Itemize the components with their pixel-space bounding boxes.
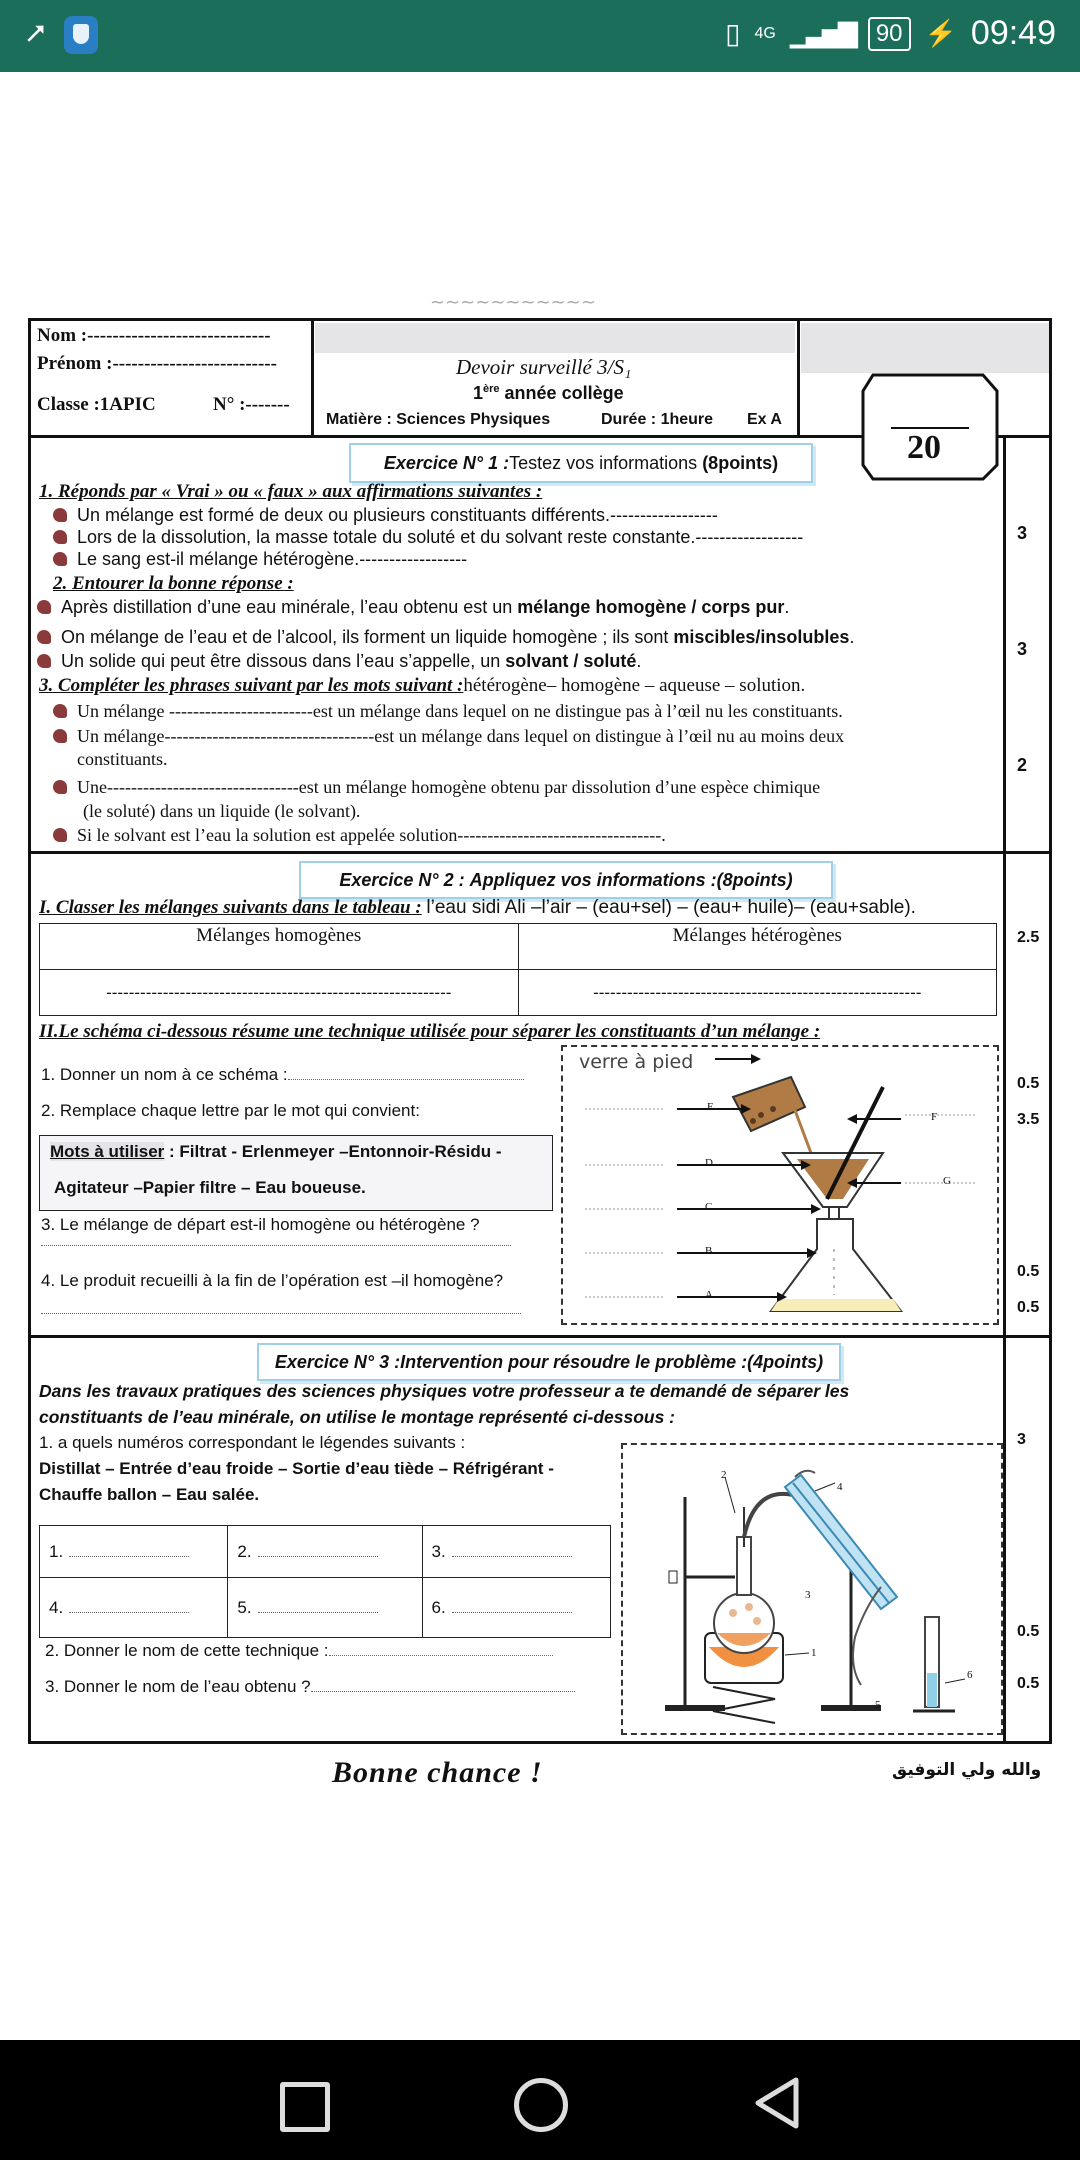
back-icon[interactable] [752,2076,802,2130]
exam-sheet [28,318,1052,1744]
grid-cell[interactable]: 5. [228,1578,422,1638]
ex1-q1-title: 1. Réponds par « Vrai » ou « faux » aux affirmations suivantes : [39,481,543,502]
status-bar [0,0,1080,72]
answer-line[interactable] [41,1243,511,1246]
ex2-q1: 1. Donner un nom à ce schéma : [41,1065,524,1085]
table-header: Mélanges hétérogènes [518,924,997,970]
diagram-number: 4 [837,1481,843,1493]
diagram-number: 1 [811,1647,817,1659]
ex3-answer-grid [39,1525,611,1638]
grid-cell[interactable]: 6. [422,1578,610,1638]
ex1-score: 3 [1017,639,1028,659]
faint-header-scribble: ~~~~~~~~~~~ [430,292,596,313]
grid-cell[interactable]: 2. [228,1526,422,1578]
ex1-q1-item: Lors de la dissolution, la masse totale du soluté et du solvant reste constante.------------------ [53,527,803,548]
ex2-q3: 3. Le mélange de départ est-il homogène ou hétérogène ? [41,1215,480,1234]
prenom-field: Prénom :-------------------------- [37,353,277,374]
bullet-icon [37,654,51,668]
ex2-word-bank: Mots à utiliser : Filtrat - Erlenmeyer –Entonnoir-Résidu - Agitateur –Papier filtre – Eau boueuse. [39,1135,553,1211]
diagram-letter: D [705,1157,713,1169]
bullet-icon [37,600,51,614]
grid-cell[interactable]: 4. [40,1578,228,1638]
ex1-score: 2 [1017,755,1028,775]
bullet-icon [53,508,67,522]
ex1-q3-item: constituants. [77,749,168,769]
diagram-number: 3 [805,1589,811,1601]
diagram-letter: A [705,1289,713,1301]
header-grey-corner [801,323,1049,373]
charging-icon: ⚡ [924,18,957,48]
recent-apps-icon[interactable] [280,2082,330,2132]
ex2-classification-table [39,923,997,1016]
answer-line[interactable] [41,1311,521,1314]
ex1-q2-title: 2. Entourer la bonne réponse : [53,573,294,594]
numero-field: N° :------- [213,394,290,415]
navigation-bar [0,2040,1080,2160]
diagram-letter: G [943,1175,951,1187]
ex2-score: 0.5 [1017,1075,1040,1092]
exam-title: Devoir surveillé 3/S₁ [456,355,632,379]
ex1-q3-item: Un mélange-----------------------------------est un mélange dans lequel on distingue à l’œil nu au moins deux [53,726,844,747]
battery-indicator: 90 [868,17,911,51]
ex2-q4: 4. Le produit recueilli à la fin de l’opération est –il homogène? [41,1271,504,1290]
ex1-q2-item: On mélange de l’eau et de l’alcool, ils forment un liquide homogène ; ils sont miscibles/insolubles. [37,627,854,648]
nom-field: Nom :----------------------------- [37,325,271,346]
school-year: 1ère année collège [473,383,624,403]
bullet-icon [53,552,67,566]
ex3-q3: 3. Donner le nom de l’eau obtenu ? [45,1677,575,1697]
ex1-q3-item: Une--------------------------------est un mélange homogène obtenu par dissolution d’une espèce chimique [53,777,820,798]
ex1-q3-item: (le soluté) dans un liquide (le solvant). [83,801,361,821]
distillation-diagram [625,1447,999,1731]
diagram-letter: F [931,1111,938,1123]
grid-cell[interactable]: 3. [422,1526,610,1578]
handwritten-note: verre à pied [579,1051,694,1073]
ex3-word-bank: Distillat – Entrée d’eau froide – Sortie d’eau tiède – Réfrigérant - [39,1459,554,1478]
ex-label: Ex A [747,411,782,428]
table-header: Mélanges homogènes [40,924,519,970]
exercise3-title: Exercice N° 3 :Intervention pour résoudre le problème :(4points) [257,1343,841,1381]
bullet-icon [53,780,67,794]
ex1-score: 3 [1017,523,1028,543]
ex2-part1-title: I. Classer les mélanges suivants dans le tableau : l’eau sidi Ali –l’air – (eau+sel) – (eau+ huile)– (eau+sable). [39,897,916,918]
signal-icon: ▁▃▅▇ [789,18,854,48]
ex1-q3-item: Si le solvant est l’eau la solution est appelée solution----------------------------------. [53,825,666,846]
ex1-q1-item: Un mélange est formé de deux ou plusieurs constituants différents.------------------ [53,505,718,526]
ex3-word-bank: Chauffe ballon – Eau salée. [39,1485,260,1504]
ex3-q1: 1. a quels numéros correspondant le légendes suivants : [39,1433,466,1452]
clock: 09:49 [970,14,1056,52]
ex2-score: 2.5 [1017,929,1040,946]
diagram-letter: C [705,1201,713,1213]
shield-icon [64,16,98,54]
exercise1-title: Exercice N° 1 :Testez vos informations (8points) [349,443,813,483]
bonne-chance: Bonne chance ! [332,1756,543,1789]
ex2-score: 0.5 [1017,1299,1040,1316]
matiere-label: Matière : Sciences Physiques [326,411,551,428]
ex3-score: 0.5 [1017,1675,1040,1692]
exercise2-title: Exercice N° 2 : Appliquez vos informations :(8points) [299,861,833,899]
diagram-letter: E [707,1101,714,1113]
header-grey-band [315,323,795,353]
bullet-icon [53,729,67,743]
ex2-q2: 2. Remplace chaque lettre par le mot qui convient: [41,1101,420,1120]
ex1-q3-item: Un mélange ------------------------est un mélange dans lequel on ne distingue pas à l’œil nu les constituants. [53,701,843,722]
table-cell[interactable]: ------------------------------------------------------------- [40,970,519,1016]
diagram-number: 6 [967,1669,973,1681]
ex3-score: 3 [1017,1431,1026,1448]
ex2-score: 3.5 [1017,1111,1040,1128]
ex2-part2-title: II.Le schéma ci-dessous résume une technique utilisée pour séparer les constituants d’un mélange : [39,1021,821,1042]
ex3-q2: 2. Donner le nom de cette technique : [45,1641,553,1661]
ex1-q1-item: Le sang est-il mélange hétérogène.------------------ [53,549,467,570]
grid-cell[interactable]: 1. [40,1526,228,1578]
diagram-number: 2 [721,1469,727,1481]
bullet-icon [53,828,67,842]
arabic-closing: والله ولي التوفيق [892,1760,1042,1780]
table-cell[interactable]: ---------------------------------------------------------- [518,970,997,1016]
ex1-q3-title: 3. Compléter les phrases suivant par les mots suivant :hétérogène– homogène – aqueuse – solution. [39,675,806,696]
classe-field: Classe :1APIC [37,394,156,415]
diagram-letter: B [705,1245,713,1257]
ex2-score: 0.5 [1017,1263,1040,1280]
filtration-diagram [565,1049,995,1321]
duree-label: Durée : 1heure [601,411,714,428]
note-total: 20 [907,429,941,466]
ex3-score: 0.5 [1017,1623,1040,1640]
ex1-q2-item: Un solide qui peut être dissous dans l’eau s’appelle, un solvant / soluté. [37,651,641,672]
bullet-icon [37,630,51,644]
ex1-q2-item: Après distillation d’une eau minérale, l’eau obtenu est un mélange homogène / corps pur. [37,597,789,618]
bullet-icon [53,530,67,544]
vibrate-icon: ▯ [725,18,741,49]
usb-icon: ⭧ [26,18,46,51]
bullet-icon [53,704,67,718]
ex3-intro: Dans les travaux pratiques des sciences physiques votre professeur a te demandé de séparer les [39,1381,850,1401]
ex3-intro: constituants de l’eau minérale, on utilise le montage représenté ci-dessous : [39,1407,676,1427]
home-icon[interactable] [514,2078,568,2132]
diagram-number: 5 [875,1699,881,1711]
network-label: 4G [754,24,776,42]
